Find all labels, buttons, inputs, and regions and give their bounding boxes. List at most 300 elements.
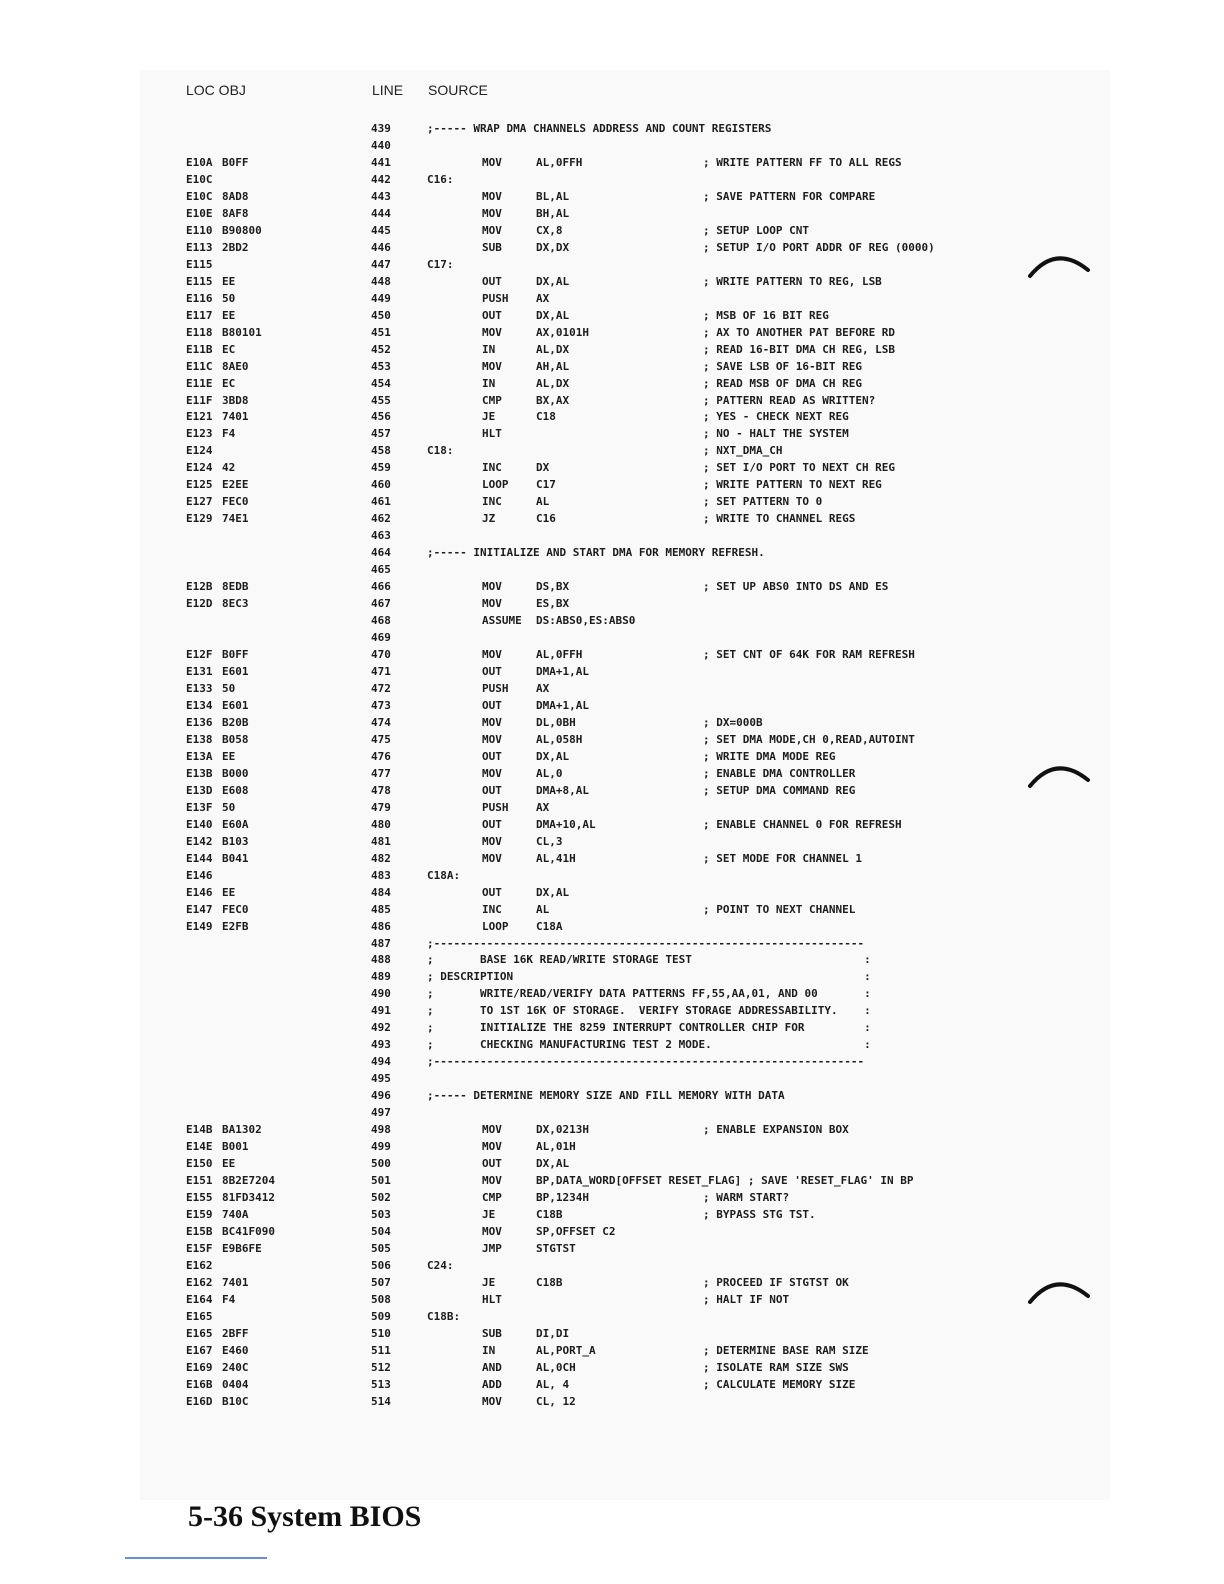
row-operand: AL,DX [536,342,570,356]
row-obj: B041 [222,851,249,865]
listing-row [0,342,1224,359]
row-comment: ; WARM START? [703,1191,790,1205]
listing-row [0,1088,1224,1105]
listing-row [0,189,1224,206]
row-source-text: ; DESCRIPTION : [427,970,871,984]
listing-row [0,1309,1224,1326]
row-comment: ; MSB OF 16 BIT REG [703,308,829,322]
row-operand: C17 [536,478,556,492]
row-loc: E110 [186,223,213,237]
row-loc: E124 [186,444,213,458]
row-line-number: 446 [371,240,391,254]
row-opcode: OUT [482,665,502,678]
row-opcode: INC [482,495,502,509]
row-operand: AL,DX [536,376,570,390]
row-opcode: ADD [482,1377,502,1391]
row-obj: 74E1 [222,512,249,526]
row-line-number: 474 [371,715,391,729]
row-obj: FEC0 [222,495,249,509]
row-label: C17: [427,257,454,271]
row-comment: ; NO - HALT THE SYSTEM [703,427,849,441]
row-loc: E117 [186,308,213,322]
listing-row [0,409,1224,426]
row-source-text: ; TO 1ST 16K OF STORAGE. VERIFY STORAGE ADDRESSABILITY. : [427,1004,871,1018]
row-source-text: ; BASE 16K READ/WRITE STORAGE TEST : [427,953,871,967]
listing-row [0,1360,1224,1377]
row-opcode: MOV [482,223,502,237]
row-opcode: JE [482,1275,496,1289]
row-operand: DMA+1,AL [536,698,589,712]
listing-row [0,172,1224,189]
row-label: C18B: [427,1309,461,1323]
row-comment: ; ENABLE CHANNEL 0 FOR REFRESH [703,817,902,831]
row-line-number: 481 [371,834,391,848]
row-obj: BA1302 [222,1123,262,1137]
row-obj: 42 [222,461,236,475]
listing-row [0,1173,1224,1190]
listing-row [0,1156,1224,1173]
row-operand: DX,AL [536,1157,570,1171]
row-opcode: JE [482,1208,496,1221]
row-loc: E11E [186,376,213,390]
row-obj: 2BD2 [222,240,249,254]
listing-row [0,393,1224,410]
row-line-number: 508 [371,1292,391,1306]
row-line-number: 451 [371,325,391,339]
listing-row [0,1020,1224,1037]
row-opcode: MOV [482,1140,502,1154]
row-opcode: MOV [482,1174,502,1188]
row-opcode: MOV [482,325,502,339]
row-operand: DMA+10,AL [536,817,596,831]
row-line-number: 507 [371,1275,391,1289]
row-loc: E116 [186,291,213,305]
row-obj: E9B6FE [222,1241,262,1255]
row-line-number: 509 [371,1309,391,1323]
row-operand: AL,0 [536,766,563,780]
row-opcode: JE [482,410,496,424]
row-comment: ; SET CNT OF 64K FOR RAM REFRESH [703,648,915,662]
row-opcode: MOV [482,732,502,746]
row-loc: E12F [186,648,213,662]
row-line-number: 503 [371,1208,391,1221]
row-obj: 8EDB [222,580,249,594]
row-opcode: CMP [482,393,502,407]
row-opcode: IN [482,376,496,390]
row-source-text: ;----- WRAP DMA CHANNELS ADDRESS AND COUNT REGISTERS [427,122,772,135]
listing-row [0,1207,1224,1224]
row-obj: EC [222,342,236,356]
row-loc: E162 [186,1258,213,1272]
row-opcode: IN [482,342,496,356]
row-obj: F4 [222,427,236,441]
row-line-number: 455 [371,393,391,407]
row-opcode: JMP [482,1241,502,1255]
listing-row [0,1190,1224,1207]
listing-row [0,121,1224,138]
row-operand: DMA+1,AL [536,665,589,678]
row-comment: ; SET UP ABS0 INTO DS AND ES [703,580,889,594]
row-operand: DX,0213H [536,1123,589,1137]
listing-row [0,1122,1224,1139]
row-opcode: MOV [482,206,502,220]
row-obj: EE [222,274,236,288]
row-opcode: OUT [482,1157,502,1171]
row-operand: STGTST [536,1241,576,1255]
row-loc: E150 [186,1157,213,1171]
row-line-number: 448 [371,274,391,288]
row-operand: DX [536,461,550,475]
row-line-number: 488 [371,953,391,967]
row-operand: DX,DX [536,240,570,254]
row-line-number: 506 [371,1258,391,1272]
row-operand: DX,AL [536,885,570,899]
row-opcode: INC [482,902,502,916]
row-obj: FEC0 [222,902,249,916]
row-comment: ; SETUP LOOP CNT [703,223,809,237]
listing-row [0,919,1224,936]
row-obj: E2EE [222,478,249,492]
listing-row [0,596,1224,613]
row-operand: AL,0CH [536,1360,576,1374]
row-line-number: 444 [371,206,391,220]
page-footer-title: 5-36 System BIOS [188,1500,422,1533]
row-operand: AX [536,681,550,695]
row-line-number: 494 [371,1055,391,1069]
row-comment: ; SETUP DMA COMMAND REG [703,783,856,797]
row-line-number: 452 [371,342,391,356]
row-obj: 240C [222,1360,249,1374]
listing-row [0,460,1224,477]
listing-row [0,800,1224,817]
row-line-number: 466 [371,580,391,594]
row-line-number: 453 [371,359,391,373]
row-opcode: MOV [482,1224,502,1238]
row-operand: DI,DI [536,1326,570,1340]
row-loc: E146 [186,868,213,882]
row-line-number: 443 [371,189,391,203]
row-obj: B001 [222,1140,249,1154]
listing-row [0,1071,1224,1088]
row-obj: 8EC3 [222,597,249,611]
row-line-number: 501 [371,1174,391,1188]
row-line-number: 442 [371,172,391,186]
row-obj: 8B2E7204 [222,1174,275,1188]
row-operand: BL,AL [536,189,570,203]
row-opcode: PUSH [482,681,509,695]
row-line-number: 502 [371,1191,391,1205]
row-obj: B20B [222,715,249,729]
row-loc: E136 [186,715,213,729]
listing-row [0,308,1224,325]
row-loc: E12D [186,597,213,611]
row-comment: ; SAVE PATTERN FOR COMPARE [703,189,876,203]
row-line-number: 479 [371,800,391,814]
row-comment: ; YES - CHECK NEXT REG [703,410,849,424]
header-source: SOURCE [428,82,488,98]
row-operand: C18 [536,410,556,424]
row-line-number: 480 [371,817,391,831]
row-opcode: CMP [482,1191,502,1205]
row-operand: DMA+8,AL [536,783,589,797]
row-opcode: SUB [482,240,502,254]
row-line-number: 483 [371,868,391,882]
row-line-number: 465 [371,563,391,577]
row-loc: E10A [186,155,213,169]
row-comment: ; SAVE LSB OF 16-BIT REG [703,359,862,373]
row-comment: ; SETUP I/O PORT ADDR OF REG (0000) [703,240,935,254]
row-comment: ; SET I/O PORT TO NEXT CH REG [703,461,896,475]
row-obj: 2BFF [222,1326,249,1340]
row-line-number: 458 [371,444,391,458]
row-operand: DX,AL [536,308,570,322]
listing-row [0,545,1224,562]
row-opcode: IN [482,1343,496,1357]
row-line-number: 513 [371,1377,391,1391]
row-comment: ; WRITE TO CHANNEL REGS [703,512,856,526]
listing-row [0,206,1224,223]
row-line-number: 498 [371,1123,391,1137]
listing-row [0,359,1224,376]
row-line-number: 514 [371,1394,391,1408]
row-comment: ; ENABLE EXPANSION BOX [703,1123,849,1137]
row-opcode: LOOP [482,478,509,492]
row-source-text: ; CHECKING MANUFACTURING TEST 2 MODE. : [427,1038,871,1052]
listing-row [0,1139,1224,1156]
row-comment: ; CALCULATE MEMORY SIZE [703,1377,856,1391]
row-loc: E15F [186,1241,213,1255]
listing-row [0,868,1224,885]
row-loc: E14B [186,1123,213,1137]
row-obj: 3BD8 [222,393,249,407]
row-line-number: 462 [371,512,391,526]
row-source-text: ;----------------------------------------------------------------- [427,936,865,950]
row-line-number: 493 [371,1038,391,1052]
row-opcode: OUT [482,749,502,763]
row-operand: AL,01H [536,1140,576,1154]
listing-row [0,1394,1224,1411]
listing-row [0,426,1224,443]
row-loc: E13F [186,800,213,814]
row-operand: DL,0BH [536,715,576,729]
row-opcode: MOV [482,834,502,848]
row-opcode: OUT [482,274,502,288]
row-line-number: 471 [371,665,391,678]
row-opcode: PUSH [482,800,509,814]
row-loc: E165 [186,1309,213,1323]
row-obj: B10C [222,1394,249,1408]
row-loc: E121 [186,410,213,424]
row-obj: 0404 [222,1377,249,1391]
row-line-number: 511 [371,1343,391,1357]
row-operand: AL,0FFH [536,155,583,169]
listing-row [0,902,1224,919]
row-line-number: 482 [371,851,391,865]
row-loc: E11B [186,342,213,356]
row-opcode: OUT [482,308,502,322]
row-line-number: 505 [371,1241,391,1255]
row-loc: E149 [186,919,213,933]
row-comment: ; ISOLATE RAM SIZE SWS [703,1360,849,1374]
row-operand: BP,DATA_WORD[OFFSET RESET_FLAG] ; SAVE 'RESET_FLAG' IN BP [536,1174,914,1188]
row-opcode: MOV [482,766,502,780]
row-loc: E138 [186,732,213,746]
row-loc: E131 [186,665,213,678]
row-obj: B000 [222,766,249,780]
row-opcode: MOV [482,580,502,594]
row-operand: AX,0101H [536,325,589,339]
row-line-number: 475 [371,732,391,746]
row-comment: ; WRITE PATTERN TO NEXT REG [703,478,882,492]
row-comment: ; PROCEED IF STGTST OK [703,1275,849,1289]
row-line-number: 485 [371,902,391,916]
row-line-number: 477 [371,766,391,780]
row-line-number: 472 [371,681,391,695]
row-loc: E134 [186,698,213,712]
row-loc: E11C [186,359,213,373]
row-line-number: 476 [371,749,391,763]
row-comment: ; WRITE DMA MODE REG [703,749,836,763]
binder-hole-mark [1026,250,1092,280]
row-obj: EE [222,885,236,899]
footer-rule [125,1557,267,1559]
row-line-number: 484 [371,885,391,899]
row-obj: E2FB [222,919,249,933]
listing-row [0,817,1224,834]
row-loc: E169 [186,1360,213,1374]
row-comment: ; NXT_DMA_CH [703,444,783,458]
row-opcode: MOV [482,1394,502,1408]
row-comment: ; AX TO ANOTHER PAT BEFORE RD [703,325,896,339]
row-loc: E115 [186,274,213,288]
row-loc: E124 [186,461,213,475]
row-opcode: LOOP [482,919,509,933]
listing-row [0,698,1224,715]
row-loc: E144 [186,851,213,865]
listing-row [0,1224,1224,1241]
row-line-number: 456 [371,410,391,424]
row-obj: EE [222,749,236,763]
row-obj: 50 [222,800,236,814]
row-line-number: 439 [371,122,391,135]
row-opcode: OUT [482,698,502,712]
row-operand: CL, 12 [536,1394,576,1408]
row-comment: ; ENABLE DMA CONTROLLER [703,766,856,780]
row-comment: ; READ 16-BIT DMA CH REG, LSB [703,342,896,356]
row-line-number: 473 [371,698,391,712]
row-loc: E113 [186,240,213,254]
row-line-number: 457 [371,427,391,441]
row-obj: 81FD3412 [222,1191,275,1205]
listing-row [0,885,1224,902]
row-line-number: 447 [371,257,391,271]
row-opcode: MOV [482,1123,502,1137]
row-line-number: 504 [371,1224,391,1238]
row-operand: AL,058H [536,732,583,746]
row-operand: AL, 4 [536,1377,570,1391]
row-loc: E16B [186,1377,213,1391]
row-obj: E608 [222,783,249,797]
listing-row [0,477,1224,494]
row-comment: ; SET DMA MODE,CH 0,READ,AUTOINT [703,732,915,746]
row-operand: DX,AL [536,749,570,763]
row-loc: E127 [186,495,213,509]
row-obj: EE [222,1157,236,1171]
listing-row [0,1241,1224,1258]
row-operand: AX [536,800,550,814]
row-comment: ; READ MSB OF DMA CH REG [703,376,862,390]
row-obj: B0FF [222,155,249,169]
row-comment: ; PATTERN READ AS WRITTEN? [703,393,876,407]
row-operand: DS:ABS0,ES:ABS0 [536,614,636,628]
row-obj: 7401 [222,410,249,424]
row-loc: E125 [186,478,213,492]
row-opcode: HLT [482,427,502,441]
row-operand: AL,41H [536,851,576,865]
row-opcode: MOV [482,715,502,729]
listing-row [0,613,1224,630]
listing-row [0,952,1224,969]
row-loc: E133 [186,681,213,695]
row-loc: E151 [186,1174,213,1188]
row-operand: BH,AL [536,206,570,220]
listing-row [0,1037,1224,1054]
listing-row [0,223,1224,240]
row-line-number: 461 [371,495,391,509]
row-opcode: MOV [482,597,502,611]
row-opcode: OUT [482,817,502,831]
row-operand: C18A [536,919,563,933]
row-line-number: 450 [371,308,391,322]
row-obj: 7401 [222,1275,249,1289]
row-loc: E10C [186,189,213,203]
row-operand: AL,PORT_A [536,1343,596,1357]
row-source-text: ;----- INITIALIZE AND START DMA FOR MEMORY REFRESH. [427,546,765,560]
row-operand: AX [536,291,550,305]
row-opcode: OUT [482,885,502,899]
row-comment: ; WRITE PATTERN TO REG, LSB [703,274,882,288]
row-opcode: MOV [482,359,502,373]
row-line-number: 495 [371,1072,391,1086]
row-line-number: 499 [371,1140,391,1154]
listing-row [0,528,1224,545]
row-loc: E13D [186,783,213,797]
listing-row [0,1258,1224,1275]
row-comment: ; POINT TO NEXT CHANNEL [703,902,856,916]
row-line-number: 486 [371,919,391,933]
row-line-number: 468 [371,614,391,628]
row-comment: ; SET PATTERN TO 0 [703,495,823,509]
row-operand: DS,BX [536,580,570,594]
row-line-number: 492 [371,1021,391,1035]
row-label: C16: [427,172,454,186]
row-obj: BC41F090 [222,1224,275,1238]
row-line-number: 510 [371,1326,391,1340]
row-obj: 8AF8 [222,206,249,220]
row-obj: E460 [222,1343,249,1357]
listing-row [0,834,1224,851]
row-opcode: MOV [482,851,502,865]
row-label: C18A: [427,868,461,882]
row-loc: E165 [186,1326,213,1340]
row-loc: E164 [186,1292,213,1306]
row-operand: SP,OFFSET C2 [536,1224,616,1238]
row-obj: B058 [222,732,249,746]
row-line-number: 487 [371,936,391,950]
listing-row [0,291,1224,308]
row-loc: E142 [186,834,213,848]
row-opcode: MOV [482,648,502,662]
